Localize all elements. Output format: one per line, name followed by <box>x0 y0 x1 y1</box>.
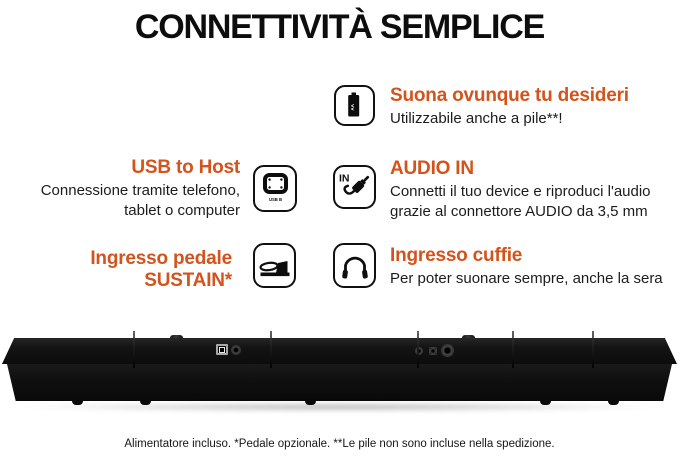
feature-usb-text-line2: tablet o computer <box>124 201 240 219</box>
keyboard-back-panel <box>2 338 677 364</box>
feature-sustain-heading: Ingresso pedale SUSTAIN* <box>90 248 232 291</box>
headphone-port <box>441 344 454 357</box>
feature-usb <box>16 157 240 220</box>
feature-headphones <box>390 245 678 289</box>
dc-power-port <box>231 345 241 355</box>
keyboard-body <box>5 364 674 401</box>
feature-headphones-heading: Ingresso cuffie <box>390 245 523 266</box>
footnote-text: Alimentatore incluso. *Pedale opzionale. **Le pile non sono incluse nella spedizione. <box>124 438 555 450</box>
usb-port <box>216 344 228 355</box>
feature-battery-text: Utilizzabile anche a pile**! <box>390 110 563 127</box>
page-title: CONNETTIVITÀ SEMPLICE <box>134 8 545 46</box>
battery-icon <box>334 85 375 126</box>
svg-text:IN: IN <box>338 172 349 184</box>
feature-audio-in <box>390 158 678 221</box>
svg-text:AA: AA <box>349 103 355 111</box>
svg-text:USB B: USB B <box>268 196 282 202</box>
feature-audio-text-line2: grazie al connettore AUDIO da 3,5 mm <box>390 202 648 220</box>
feature-sustain <box>4 248 232 292</box>
feature-headphones-text: Per poter suonare sempre, anche la sera <box>390 270 663 287</box>
feature-usb-heading: USB to Host <box>131 157 240 178</box>
keyboard-panel-seam <box>512 331 514 368</box>
keyboard-panel-seam <box>592 331 594 368</box>
keyboard-panel-seam <box>270 331 272 368</box>
keyboard-shadow <box>16 402 663 412</box>
usb-port-icon <box>253 165 297 212</box>
keyboard-rear-image <box>2 331 677 421</box>
keyboard-panel-seam <box>417 331 419 368</box>
feature-battery <box>390 85 675 129</box>
feature-battery-heading: Suona ovunque tu desideri <box>390 85 629 106</box>
sustain-pedal-icon <box>253 243 296 288</box>
headphones-icon <box>333 243 376 288</box>
feature-audio-text-line1: Connetti il tuo device e riproduci l'audio <box>390 183 651 200</box>
keyboard-panel-seam <box>133 331 135 368</box>
feature-audio-heading: AUDIO IN <box>390 158 474 179</box>
feature-usb-text-line1: Connessione tramite telefono, <box>40 182 240 199</box>
sustain-pedal-port <box>429 347 437 355</box>
audio-jack-icon <box>333 165 376 209</box>
